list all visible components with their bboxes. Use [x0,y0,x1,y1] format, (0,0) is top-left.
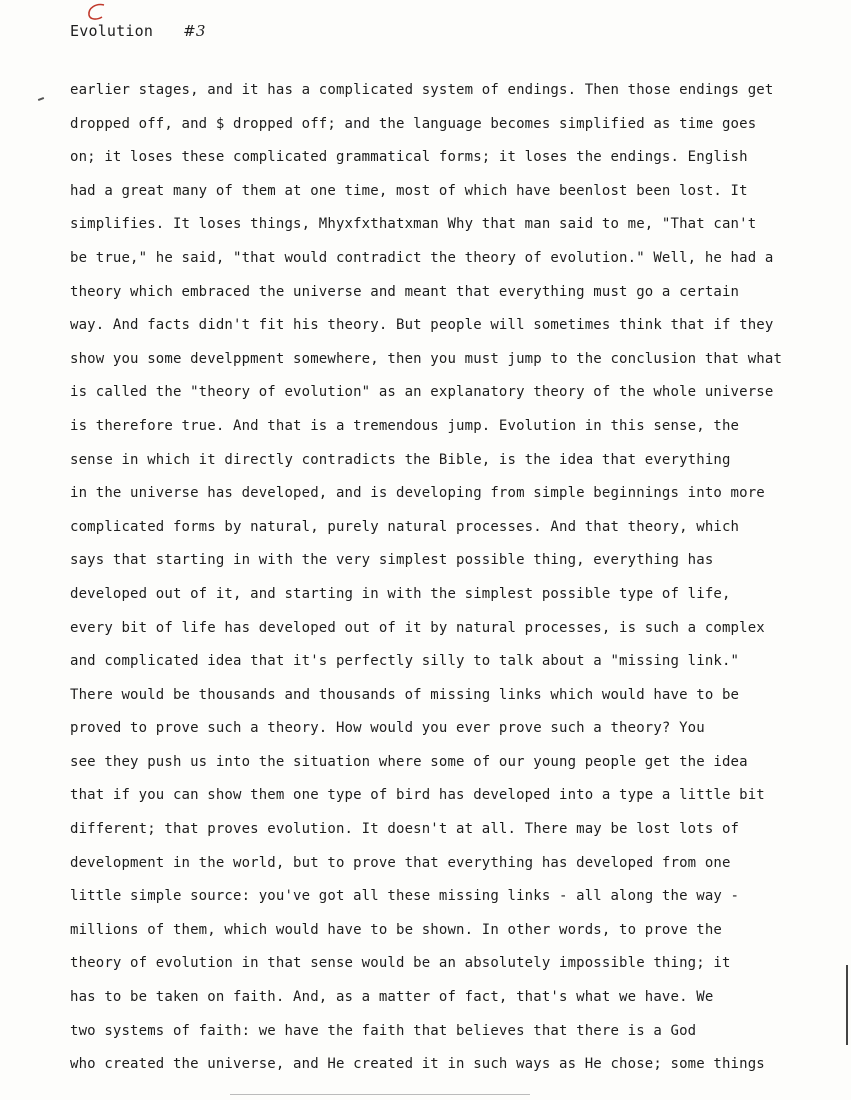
text-line: earlier stages, and it has a complicated system of endings. Then those endings get [70,82,774,98]
text-line: see they push us into the situation where some of our young people get the idea [70,753,748,770]
text-line: millions of them, which would have to be shown. In other words, to prove the [70,921,722,938]
text-line: every bit of life has developed out of it by natural processes, is such a complex [70,619,765,636]
text-line: development in the world, but to prove that everything has developed from one [70,854,731,871]
text-line: has to be taken on faith. And, as a matter of fact, that's what we have. We [70,989,714,1006]
bottom-rule [230,1094,530,1095]
text-line: show you some develppment somewhere, then you must jump to the conclusion that what [70,350,783,367]
page-number: #3 [183,22,206,40]
edge-mark [846,965,848,1045]
text-line: theory of evolution in that sense would be an absolutely impossible thing; it [70,955,731,972]
text-line: two systems of faith: we have the faith that believes that there is a God [70,1022,697,1039]
text-line: dropped off, and $ dropped off; and the language becomes simplified as time goes [70,115,757,132]
body-text [70,74,840,1082]
stray-mark [38,97,44,101]
text-line: had a great many of them at one time, most of which have beenlost been lost. It [70,182,748,199]
text-line: sense in which it directly contradicts the Bible, is the idea that everything [70,451,731,468]
text-line: is called the "theory of evolution" as an explanatory theory of the whole universe [70,384,774,401]
text-line: simplifies. It loses things, Mhyxfxthatxman Why that man said to me, "That can't [70,216,757,233]
text-line: There would be thousands and thousands of missing links which would have to be [70,686,740,703]
text-line: is therefore true. And that is a tremendous jump. Evolution in this sense, the [70,417,740,434]
text-line: says that starting in with the very simplest possible thing, everything has [70,552,714,569]
text-line: way. And facts didn't fit his theory. But people will sometimes think that if they [70,317,774,334]
text-line: different; that proves evolution. It doesn't at all. There may be lost lots of [70,821,740,838]
text-line: and complicated idea that it's perfectly silly to talk about a "missing link." [70,653,740,670]
text-line: that if you can show them one type of bird has developed into a type a little bit [70,787,765,804]
pencil-mark-icon [82,2,108,24]
document-title: Evolution [70,22,154,40]
text-line: who created the universe, and He created it in such ways as He chose; some things [70,1056,765,1073]
text-line: in the universe has developed, and is developing from simple beginnings into more [70,485,765,502]
text-line: proved to prove such a theory. How would you ever prove such a theory? You [70,720,705,737]
text-line: theory which embraced the universe and meant that everything must go a certain [70,283,740,300]
text-line: be true," he said, "that would contradict the theory of evolution." Well, he had a [70,249,774,266]
text-line: little simple source: you've got all these missing links - all along the way - [70,888,740,905]
page-header [70,22,206,40]
text-line: complicated forms by natural, purely natural processes. And that theory, which [70,518,740,535]
text-line: on; it loses these complicated grammatical forms; it loses the endings. English [70,149,748,166]
text-line: developed out of it, and starting in with the simplest possible type of life, [70,585,731,602]
